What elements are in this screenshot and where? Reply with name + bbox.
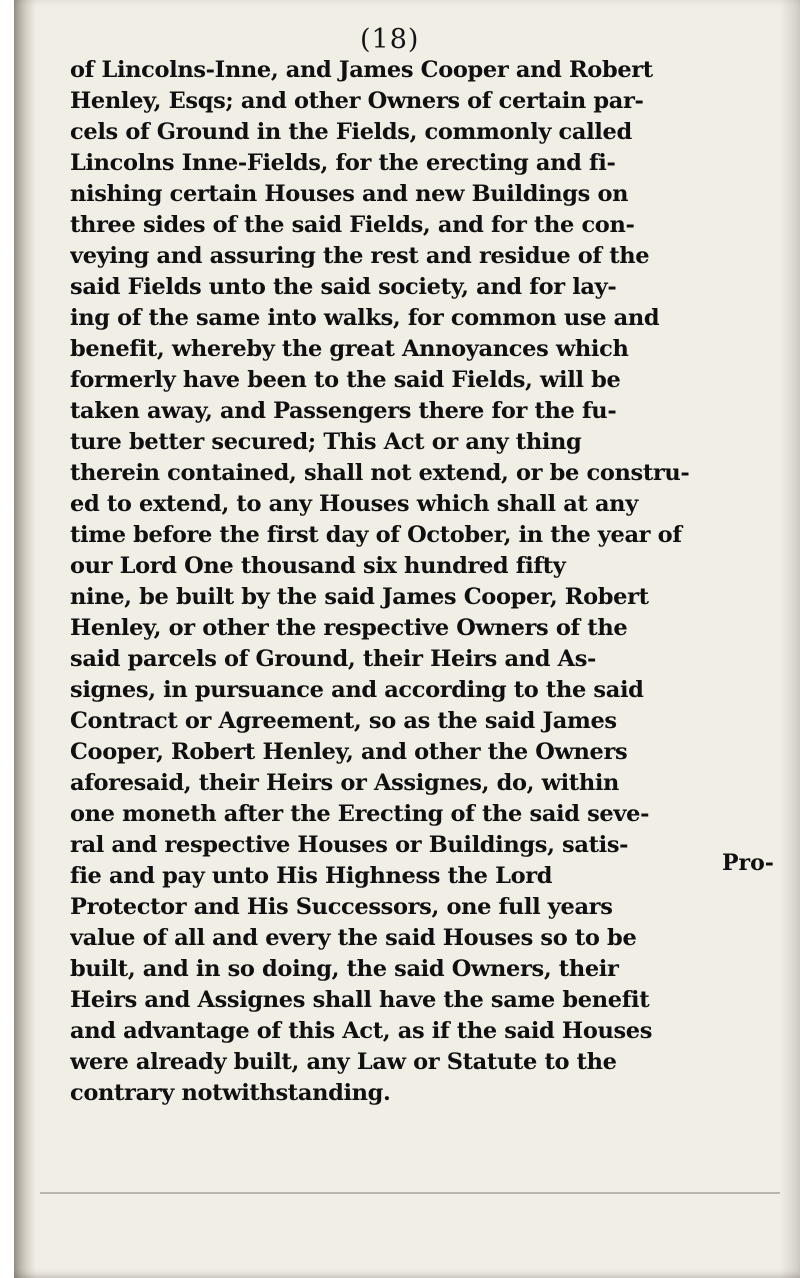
text-line: formerly have been to the said Fields, will be [70,367,621,393]
text-line: time before the first day of October, in the year of [70,522,682,548]
text-line: Protector and His Successors, one full years [70,894,613,920]
page-edge [780,0,800,1278]
text-line: aforesaid, their Heirs or Assignes, do, within [70,770,620,796]
text-line: Henley, Esqs; and other Owners of certain par- [70,88,644,114]
text-line: Contract or Agreement, so as the said James [70,708,617,734]
text-line: three sides of the said Fields, and for the con- [70,212,635,238]
page-number: (18) [360,24,420,55]
text-line: taken away, and Passengers there for the fu- [70,398,617,424]
text-line: nine, be built by the said James Cooper, Robert [70,584,649,610]
text-line: signes, in pursuance and according to the said [70,677,644,703]
text-line: and advantage of this Act, as if the said Houses [70,1018,653,1044]
text-line: veying and assuring the rest and residue of the [70,243,650,269]
text-line: built, and in so doing, the said Owners, their [70,956,619,982]
text-line: fie and pay unto His Highness the Lord [70,863,553,889]
text-line: ed to extend, to any Houses which shall at any [70,491,638,517]
text-line: nishing certain Houses and new Buildings on [70,181,629,207]
catchword: Pro- [722,850,774,876]
text-line: Heirs and Assignes shall have the same benefit [70,987,650,1013]
text-line: ture better secured; This Act or any thing [70,429,582,455]
text-line: ral and respective Houses or Buildings, satis- [70,832,629,858]
text-line: our Lord One thousand six hundred fifty [70,553,566,579]
text-line: therein contained, shall not extend, or be constru- [70,460,690,486]
text-line: benefit, whereby the great Annoyances which [70,336,629,362]
text-line: were already built, any Law or Statute to the [70,1049,617,1075]
text-line: Lincolns Inne-Fields, for the erecting and fi- [70,150,616,176]
text-line: of Lincolns-Inne, and James Cooper and Robert [70,57,653,83]
text-line: cels of Ground in the Fields, commonly called [70,119,632,145]
text-line: value of all and every the said Houses so to be [70,925,637,951]
text-line: ing of the same into walks, for common use and [70,305,660,331]
text-line: contrary notwithstanding. [70,1080,391,1106]
text-line: one moneth after the Erecting of the said seve- [70,801,650,827]
text-line: said parcels of Ground, their Heirs and As- [70,646,596,672]
body-text [70,55,720,1109]
text-line: said Fields unto the said society, and for lay- [70,274,617,300]
text-line: Cooper, Robert Henley, and other the Owners [70,739,628,765]
page-bottom-edge [40,1192,780,1194]
text-line: Henley, or other the respective Owners of the [70,615,628,641]
binding-shadow [14,0,36,1278]
